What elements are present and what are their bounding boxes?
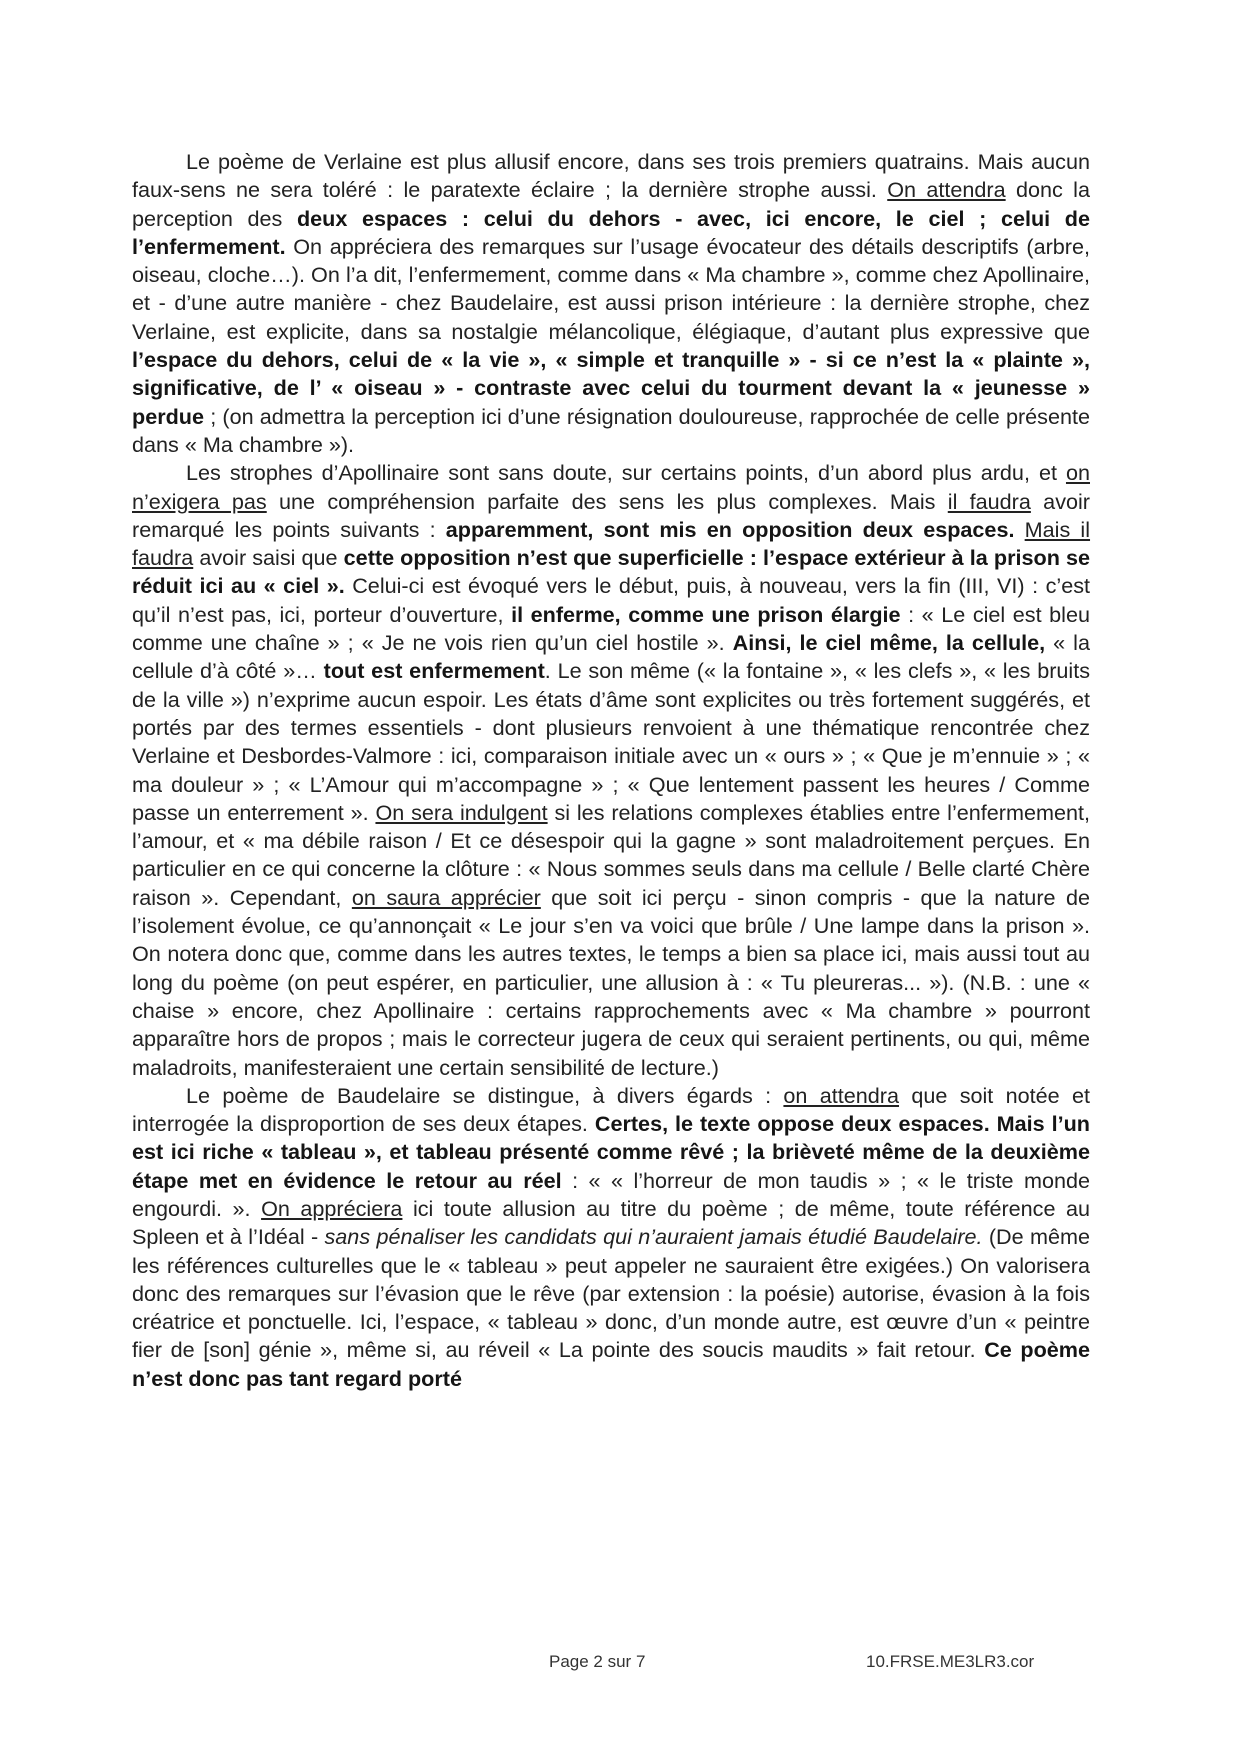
bold-text: il enferme, comme une prison élargie xyxy=(511,601,901,627)
underlined-text: On attendra xyxy=(887,177,1006,203)
text-run: si les relations complexes établies entre l’enfermement, l’amour, et « ma débile raison / Et ce désespoir qui la gagne » sont maladroitement perçues. En particulier en ce qui concerne la clôture : « Nous sommes seuls dans ma cellule / Belle clarté Chère raison ». Cependant, xyxy=(132,799,1090,910)
text-run: Celui-ci est évoqué vers le début, puis, à nouveau, vers la fin (III, VI) : c’est qu’il n’est pas, ici, porteur d’ouverture, xyxy=(132,573,1090,627)
text-run: . Le son même (« la fontaine », « les clefs », « les bruits de la ville ») n’exprime aucun espoir. Les états d’âme sont explicites ou très fortement suggérés, et portés par des termes essentiels - dont plusieurs renvoient à une thématique rencontrée chez Verlaine et Desbordes-Valmore : ici, comparaison initiale avec un « ours » ; « Que je m’ennuie » ; « ma douleur » ; « L’Amour qui m’accompagne » ; « Que lentement passent les heures / Comme passe un enterrement ». xyxy=(132,658,1091,825)
bold-text: tout est enfermement xyxy=(323,658,545,684)
bold-text: apparemment, sont mis en opposition deux espaces. xyxy=(445,516,1015,542)
underlined-text: on attendra xyxy=(783,1082,900,1108)
text-run: donc la perception des xyxy=(132,177,1090,231)
bold-text: deux espaces : celui du dehors - avec, ici encore, le ciel ; celui de l’enfermement. xyxy=(132,205,1090,259)
paragraph-apollinaire xyxy=(132,459,1090,1082)
text-run: que soit notée et interrogée la disproportion de ses deux étapes. xyxy=(132,1082,1090,1137)
underlined-text: On sera indulgent xyxy=(375,799,548,825)
underlined-text: Mais il faudra xyxy=(132,516,1091,571)
page-number: Page 2 sur 7 xyxy=(549,1652,646,1671)
text-run: « la cellule d’à côté »… xyxy=(132,630,1090,684)
text-run: ici toute allusion au titre du poème ; de même, toute référence au Spleen et à l’Idéal - xyxy=(132,1195,1091,1250)
bold-text: Certes, le texte oppose deux espaces. Mais l’un est ici riche « tableau », et tableau présenté comme rêvé ; la brièveté même de la deuxième étape met en évidence le retour au réel xyxy=(132,1111,1090,1193)
bold-text: Ce poème n’est donc pas tant regard porté xyxy=(132,1337,1091,1391)
text-run: avoir remarqué les points suivants : xyxy=(132,488,1090,542)
text-run: : « Le ciel est bleu comme une chaîne » ; « Je ne vois rien qu’un ciel hostile ». xyxy=(132,601,1090,656)
text-run: : « « l’horreur de mon taudis » ; « le triste monde engourdi. ». xyxy=(132,1167,1091,1221)
text-run: que soit ici perçu - sinon compris - que la nature de l’isolement évolue, ce qu’annonçait « Le jour s’en va voici que brûle / Une lampe dans la prison ». On notera donc que, comme dans les autres textes, le temps a bien sa place ici, mais aussi tout au long du poème (on peut espérer, en particulier, une allusion à : « Tu pleureras... »). (N.B. : une « chaise » encore, chez Apollinaire : certains rapprochements avec « Ma chambre » pourront apparaître hors de propos ; mais le correcteur jugera de ceux qui seraient pertinents, ou qui, même maladroits, manifesteraient une certain sensibilité de lecture.) xyxy=(132,884,1090,1080)
underlined-text: il faudra xyxy=(947,488,1031,514)
bold-text: cette opposition n’est que superficielle : l’espace extérieur à la prison se réduit ici au « ciel ». xyxy=(132,545,1090,599)
underlined-text: On appréciera xyxy=(261,1195,403,1221)
body-text xyxy=(132,148,1090,1393)
text-run: Le poème de Verlaine est plus allusif encore, dans ses trois premiers quatrains. Mais aucun faux-sens ne sera toléré : le paratexte éclaire ; la dernière strophe aussi. xyxy=(132,149,1090,203)
text-run: (De même les références culturelles que le « tableau » peut appeler ne sauraient être exigées.) On valorisera donc des remarques sur l’évasion que le rêve (par extension : la poésie) autorise, évasion à la fois créatrice et ponctuelle. Ici, l’espace, « tableau » donc, d’un monde autre, est œuvre d’un « peintre fier de [son] génie », même si, au réveil « La pointe des soucis maudits » fait retour. xyxy=(132,1224,1090,1363)
italic-text: sans pénaliser les candidats qui n’auraient jamais étudié Baudelaire. xyxy=(324,1224,983,1250)
text-run: une compréhension parfaite des sens les plus complexes. Mais xyxy=(266,488,948,514)
text-run xyxy=(1014,517,1024,542)
bold-text: Ainsi, le ciel même, la cellule, xyxy=(732,630,1046,656)
paragraph-verlaine xyxy=(132,148,1090,459)
bold-text: l’espace du dehors, celui de « la vie », « simple et tranquille » - si ce n’est la « plainte », significative, de l’ « oiseau » - contraste avec celui du tourment devant la « jeunesse » perdue xyxy=(132,347,1090,429)
underlined-text: on n’exigera pas xyxy=(132,460,1090,514)
text-run: Le poème de Baudelaire se distingue, à divers égards : xyxy=(186,1082,784,1108)
paragraph-baudelaire xyxy=(132,1082,1090,1393)
text-run: avoir saisi que xyxy=(193,545,344,571)
text-run: Les strophes d’Apollinaire sont sans doute, sur certains points, d’un abord plus ardu, et xyxy=(186,460,1066,486)
underlined-text: on saura apprécier xyxy=(351,884,541,910)
document-code: 10.FRSE.ME3LR3.cor xyxy=(866,1652,1035,1671)
text-run: On appréciera des remarques sur l’usage évocateur des détails descriptifs (arbre, oiseau, cloche…). On l’a dit, l’enfermement, comme dans « Ma chambre », comme chez Apollinaire, et - d’une autre manière - chez Baudelaire, est aussi prison intérieure : la dernière strophe, chez Verlaine, est explicite, dans sa nostalgie mélancolique, élégiaque, d’autant plus expressive que xyxy=(132,233,1090,344)
text-run: ; (on admettra la perception ici d’une résignation douloureuse, rapprochée de celle présente dans « Ma chambre »). xyxy=(132,403,1090,457)
